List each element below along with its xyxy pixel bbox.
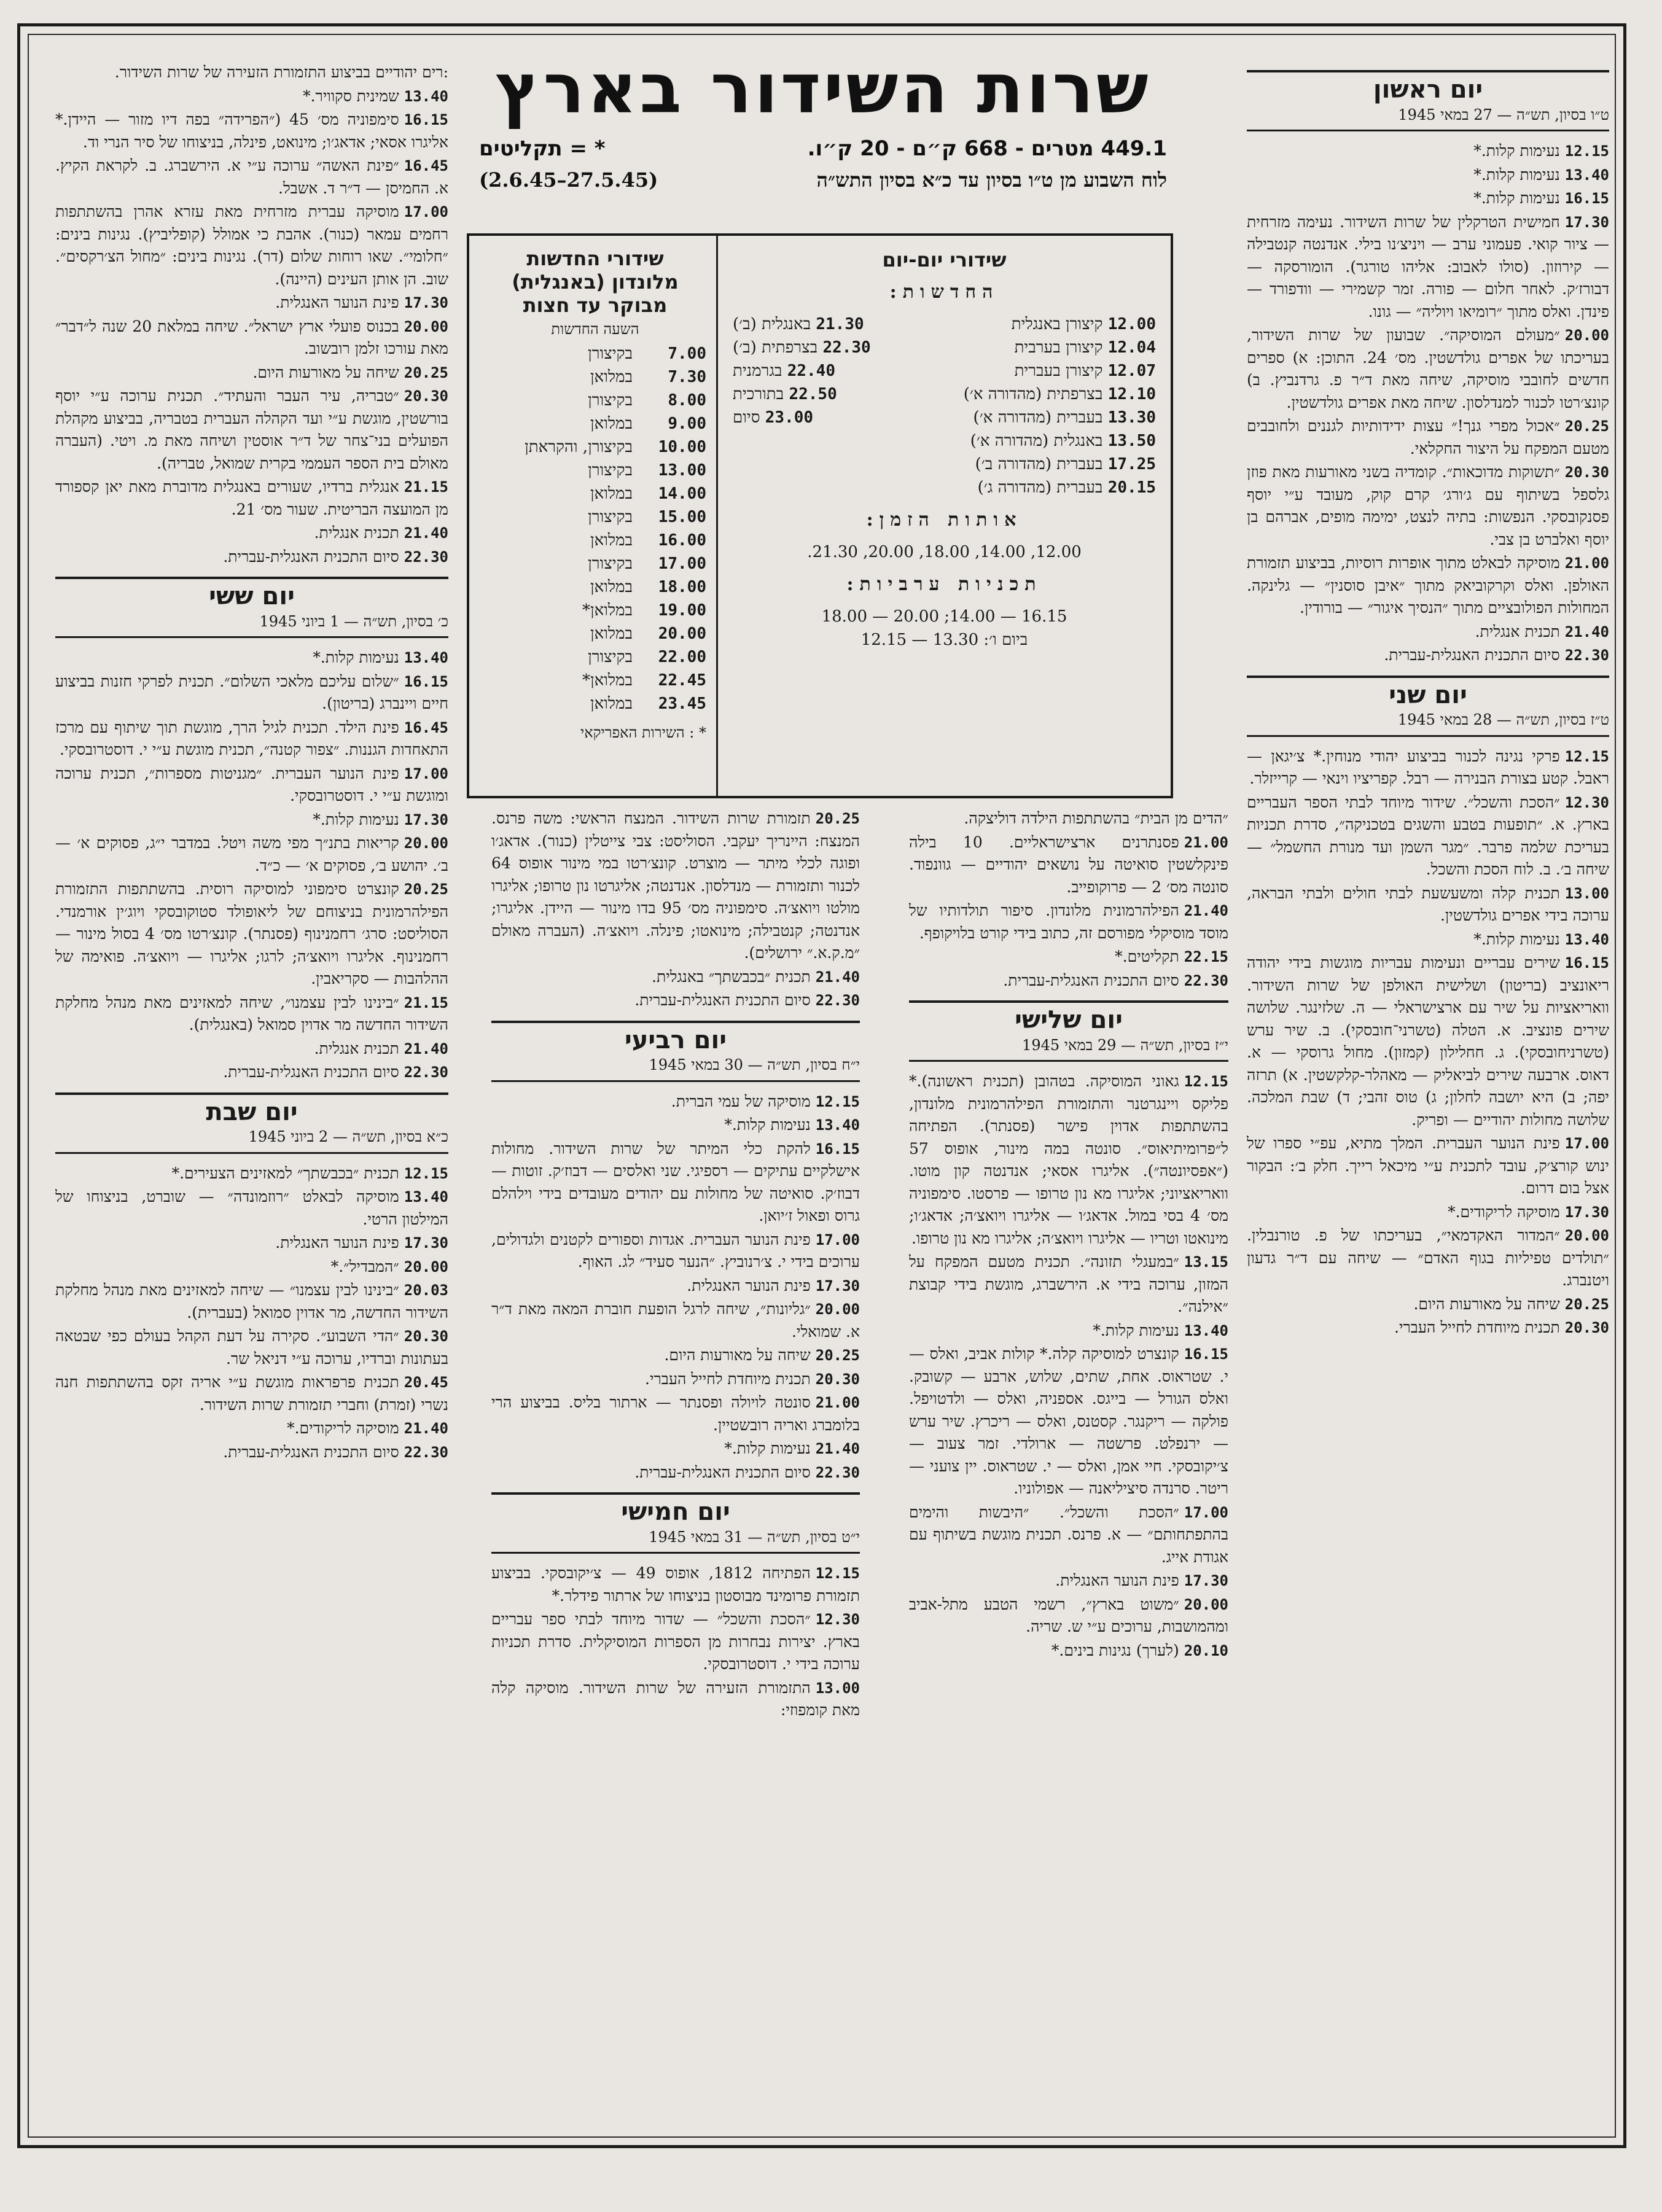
sunday-item: 21.00מוסיקה לבאלט מתוך אופרות רוסיות, בביצוע תזמורת האולפן. ואלס וקרקוביאק מתוך ״איבן סוסנין״ — גלינקה. המחולות הפולובציים מתוך ״הנסיך איגור״ — בורודין.	[1247, 554, 1609, 617]
sunday-header: יום ראשון ט״ו בסיון, תש״ה — 27 במאי 1945	[1247, 70, 1609, 131]
thursday-item: 13.40שמינית סקוויר.*	[303, 87, 448, 105]
wednesday-item: 20.30תכנית מיוחדת לחייל העברי.	[645, 1369, 860, 1388]
tuesday-item: 20.00״משוט בארץ״, רשמי הטבע מתל-אביב ומהמושבות, ערוכים ע״י ש. שריה.	[909, 1595, 1228, 1635]
wednesday-item: 21.00סונטה לויולה ופסנתר — ארתור בליס. בביצוע הרי בלומברג ואריה רובשטיין.	[491, 1393, 860, 1434]
wednesday-pre-item: 20.25תזמורת שרות השידור. המנצח הראשי: משה פרנס. המנצח: היינריך יעקבי. הסוליסט: צבי צייטלין (כנור). אדאג׳ו ופוגה לכלי מיתר — מוצרט. קונצ׳רטו במי מינור אופוס 64 לכנור ותזמורת — מנדלסון. אנדנטה; אליגרטו נון טרופו; אליגרו מולטו ויואצ׳ה. סימפוניה מס׳ 95 בדו מינור — היידן. אליגרו; אנדנטה; קנטבילה; מינואטו; פינלה. ויואצ׳ה. (העברה מאולם ״מ.ק.א.״ ירושלים).	[491, 809, 860, 962]
saturday-item: 13.40מוסיקה לבאלט ״רוזמונדה״ — שוברט, בניצוחו של המילטון הרטי.	[55, 1188, 448, 1228]
tuesday-item: 20.10(לערך) נגינות בינים.*	[1051, 1641, 1228, 1659]
friday-item: 16.45פינת הילד. תכנית לגיל הרך, מוגשת תוך שיתוף עם מרכז התאחדות הגננות. ״צפור קטנה״, תכנית מוגשת ע״י י. דוסטרובסקי.	[55, 718, 448, 758]
saturday-item: 20.03״בינינו לבין עצמנו״ — שיחה למאזינים מאת מנהל מחלקת השידור החדשה, מר אדוין סמואל (בעברית).	[55, 1281, 448, 1322]
thursday-item: 21.40תכנית אנגלית.	[314, 524, 448, 542]
monday-item: 20.30תכנית מיוחדת לחייל העברי.	[1394, 1318, 1609, 1336]
wednesday-item: 20.00״גליונות״, שיחה לרגל הופעת חוברת המאה מאת ד״ר א. שמואלי.	[491, 1300, 860, 1341]
sunday-item: 17.30חמישית הטרקלין של שרות השידור. נעימה מזרחית — ציור קואי. פעמוני ערב — ויניצ׳נו בילי. אנדנטה קנטבילה — קירוזון. (סולו לאבוב: אליהו טורגר). הומורסקה — דבורז׳ק. לאחר חלום — פורה. זמר קשמירי — וודפורד — פינדן. ואלס מתוך ״רומיאו ויוליה״ — גונו.	[1247, 212, 1609, 321]
monday-item: 13.40נעימות קלות.*	[1473, 930, 1609, 948]
wednesday-item: 21.40נעימות קלות.*	[724, 1439, 860, 1457]
column-sunday-monday	[1247, 61, 1609, 2137]
thursday-item: 20.30״טבריה, עיר העבר והעתיד״. תכנית ערוכה ע״י יוסף בורשטין, מוגשת ע״י ועד הקהלה העברית בטבריה, בביצוע מקהלת הפועלים בני־צחר של ד״ר אוסטין ושיחה מאת מ. ויטי. (העברה מאולם בית הספר העממי בקרית שמואל, טבריה).	[55, 387, 448, 472]
london-broadcasts: שידורי החדשות מלונדון (באנגלית) מבוקר עד חצות השעה החדשות 7.00בקיצורן 7.30במלואן 8.00בקיצורן 9.00במלואן 10.00בקיצורן, והקראתן 13.00בקיצורן 14.00במלואן 15.00בקיצורן 16.00במלואן 17.00בקיצורן 18.00במלואן 19.00במלואן* 20.00במלואן 22.00בקיצורן 22.45במלואן* 23.45במלואן * : השירות האפריקאי	[469, 236, 721, 796]
friday-item: 13.40נעימות קלות.*	[313, 648, 448, 666]
wednesday-item: 16.15להקת כלי המיתר של שרות השידור. מחולות אישלקיים עתיקים — רספיגי. שני ואלסים — דבוז׳ק. זוטות — דבוז׳ק. סואיטה של מחולות עם יהודים מעובדים בידי וילהלם גרוס ופאול ז׳יואן.	[491, 1139, 860, 1225]
friday-item: 21.15״בינינו לבין עצמנו״, שיחה למאזינים מאת מנהל מחלקת השידור החדשה מר אדוין סמואל (באנגלית).	[55, 993, 448, 1034]
thursday-continued: :רים יהודיים בביצוע התזמורת הזעירה של שרות השידור.	[114, 63, 448, 81]
sunday-item: 20.00״מעולם המוסיקה״. שבועון של שרות השידור, בעריכתו של אפרים גולדשטין. מס׳ 24. התוכן: א) ספרים חדשים לחובבי מוסיקה, שיחה מאת ד״ר פ. גרדנביץ. ב) קונצ׳רטו לכנור למנדלסון. שיחה מאת אפרים גולדשטין.	[1247, 326, 1609, 411]
column-tuesday	[909, 808, 1228, 2128]
tuesday-item: 13.40נעימות קלות.*	[1093, 1321, 1228, 1339]
friday-item: 17.30נעימות קלות.*	[313, 810, 448, 828]
news-subtitle: החדשות:	[889, 281, 999, 303]
sunday-item: 16.15נעימות קלות.*	[1473, 189, 1609, 207]
thursday-header: יום חמישי י״ט בסיון, תש״ה — 31 במאי 1945	[491, 1492, 860, 1554]
friday-item: 22.30סיום התכנית האנגלית-עברית.	[223, 1063, 448, 1081]
thursday-item: 22.30סיום התכנית האנגלית-עברית.	[223, 547, 448, 566]
wednesday-header: יום רביעי י״ח בסיון, תש״ה — 30 במאי 1945	[491, 1021, 860, 1082]
friday-header: יום ששי כ׳ בסיון, תש״ה — 1 ביוני 1945	[55, 577, 448, 638]
friday-item: 16.15״שלום עליכם מלאכי השלום״. תכנית לפרקי חזנות בביצוע חיים ויינברג (בריטון).	[55, 672, 448, 712]
saturday-item: 20.00״המבדיל״.*	[330, 1257, 448, 1275]
friday-item: 20.25קונצרט סימפוני למוסיקה רוסית. בהשתתפות התזמורת הפילהרמונית בניצוחם של ליאופולד סטוקובסקי ויוג׳ין אורמנדי. הסוליסט: סרג׳ רחמנינוף (פסנתר). קונצ׳רטו מס׳ 4 בסול מינור — רחמנינוף. אליגרו ויואצ׳ה; לרגו; אליגרו — ויואצ׳ה. פואימה של ההלהבות — סקריאבין.	[55, 880, 448, 987]
sunday-item: 21.40הפילהרמונית מלונדון. סיפור תולדותיו של מוסד מוסיקלי מפורסם זה, כתוב בידי קורט בלויקופף.	[909, 902, 1228, 942]
monday-item: 16.15שירים עבריים ונעימות עבריות מוגשות בידי יהודה ריאונציב (בריטון) ושלישית האולפן של שרות השידור. וואריאציות על שיר עם ארצישראלי — ה. שלזינגר. שלושה שירים פונציב. א. הטלה (טשרני־חובסקי). ב. שיר ערש (טשרניחובסקי). ג. חחלילון (קמזון). מחול גרוסקי — א. דאוס. ארבעה שירים לביאליק — מאהלר-קלקשטין. א) תרזה יפה; ב) היא יושבה לחלון; ג) טוס זהבי; ד) שבת המלכה. שלושה מחולות יהודיים — ופריק.	[1247, 954, 1609, 1129]
saturday-item: 12.15תכנית ״בכבשתך״ למאזינים הצעירים.*	[171, 1164, 448, 1182]
thursday-item: 13.00התזמורת הזעירה של שרות השידור. מוסיקה קלה מאת קומפוזי:	[491, 1678, 860, 1719]
sunday-item: 21.40תכנית אנגלית.	[1475, 622, 1609, 641]
wednesday-pre-item: 21.40תכנית ״בכבשתך״ באנגלית.	[652, 967, 860, 986]
wednesday-item: 22.30סיום התכנית האנגלית-עברית.	[634, 1463, 860, 1481]
saturday-item: 21.40מוסיקה לריקודים.*	[287, 1419, 448, 1437]
thursday-item: 17.00מוסיקה עברית מזרחית מאת עזרא אהרן בהשתתפות רחמים עמאר (כנור). אהבת כי אמולל (קופליביץ). נגינות בינים: ״חלומי״. שאו רוחות שלום (דר). נגינות בינים: ״מחול הצ׳רקסים״. שוב. הן אותן העינים (היינה).	[55, 203, 448, 288]
monday-item: 17.30מוסיקה לריקודים.*	[1448, 1202, 1609, 1221]
wednesday-item: 12.15מוסיקה של עמי הברית.	[671, 1092, 860, 1110]
arabic-subtitle: תכניות ערביות:	[846, 574, 1042, 595]
tuesday-item: 13.15״במעגלי תזונה״. תכנית מטעם המפקח על המזון, ערוכה בידי א. הירשברג, מוגשת בידי קבוצת ״אילנה״.	[909, 1253, 1228, 1315]
london-subtitle: מלונדון (באנגלית)	[512, 270, 679, 294]
wednesday-item: 17.30פינת הנוער האנגלית.	[687, 1276, 860, 1295]
monday-item: 12.30״הסכת והשכל״. שידור מיוחד לבתי הספר העבריים בארץ. א. ״תופעות בטבע והשגים בטכניקה״, סדרת תכניות בעריכת שלמה פרבר. ״מגר השמן ועד מנורת החשמל״ — שיחה ב׳. ב. לוח הסכת והשכל.	[1247, 793, 1609, 878]
thursday-item: 21.15אנגלית ברדיו, שעורים באנגלית מדוברת מאת יאן קספורד מן המועצה הבריטית. שעור מס׳ 21.	[55, 478, 448, 518]
tuesday-item: 12.15גאוני המוסיקה. בטהובן (תכנית ראשונה).* פליקס ויינגרטנר והתזמורת הפילהרמונית מלונדון, בהשתתפות אדוין פישר (פסנתר). הפתיחה ל״פרומיתיאוס״. סונטה במה מינור, אופוס 57 (״אפסיונטה״). אליגרו אסאי; אנדנטה קון מוטו. וואריאציוני; אליגרו מא נון טרופו — פרסטו. סימפוניה מס׳ 4 בסי במול. אדאג׳ו — אליגרו ויואצ׳ה; אדאג׳ו; מינואטו וטריו — אליגרו ויואצ׳ה; אליגרו מא נון טרופו.	[909, 1072, 1228, 1247]
monday-header: יום שני ט״ז בסיון, תש״ה — 28 במאי 1945	[1247, 676, 1609, 737]
saturday-header: יום שבת כ״א בסיון, תש״ה — 2 ביוני 1945	[55, 1092, 448, 1154]
thursday-item: 20.25שיחה על מאורעות היום.	[252, 363, 448, 381]
week-dates: (27.5.45–2.6.45)	[479, 168, 658, 192]
monday-item: 13.00תכנית קלה ומשעשעת לבתי חולים ולבתי הבראה, ערוכה בידי אפרים גולדשטין.	[1247, 884, 1609, 924]
friday-item: 17.00פינת הנוער העברית. ״מגניטות מספרות״, תכנית ערוכה ומוגשת ע״י י. דוסטרובסקי.	[55, 764, 448, 804]
monday-item: 20.25שיחה על מאורעות היום.	[1413, 1295, 1609, 1313]
london-range: מבוקר עד חצות	[523, 294, 668, 317]
thursday-item: 12.30״הסכת והשכל״ — שדור מיוחד לבתי ספר עבריים בארץ. יצירות נבחרות מן הספרות המוסיקלית. סדרת תכניות ערוכה בידי י. דוסטרובסקי.	[491, 1610, 860, 1673]
saturday-item: 20.45תכנית פרפראות מוגשת ע״י אריה זקס בהשתתפות חנה נשרי (זמרת) וחברי תזמורת שרות השידור.	[55, 1373, 448, 1414]
saturday-item: 20.30״הדי השבוע״. סקירה על דעת הקהל בעולם כפי שבטאה בעתונות וברדיו, ערוכה ע״י דניאל שר.	[55, 1327, 448, 1368]
monday-item: 17.00פינת הנוער העברית. המלך מתיא, עפ״י ספרו של ינוש קורצ׳ק, עובד לתכנית ע״י מיכאל רייך. חלק ב׳: הבקור אצל בום דרום.	[1247, 1134, 1609, 1197]
tuesday-item: 16.15קונצרט למוסיקה קלה.* קולות אביב, ואלס — י. שטראוס. אחת, שתים, שלוש, ארבע — קשובק. ואלס הגורל — בייגס. אספניה, ואלס — ולדטויפל. פולקה — ריקנגר. קסטנס, ואלס — ריכרץ. שיר ערש — ירנפלט. פרשטה — ארולדי. זמר צעוב — צ׳יקובסקי. חיי אמן, ואלס — י. שטראוס. יין צועני — ריטר. סרנדה סיציליאנה — אפולוניו.	[909, 1345, 1228, 1497]
tuesday-header: יום שלישי י״ז בסיון, תש״ה — 29 במאי 1945	[909, 1000, 1228, 1062]
tuesday-item: 17.00״הסכת והשכל״. ״היבשות והימים בהתפתחותם״ — א. פרנס. תכנית מוגשת בשיתוף עם אגודת אייג.	[909, 1503, 1228, 1566]
daily-broadcasts: שידורי יום-יום החדשות: 12.00 קיצורן באנגלית 21.30 באנגלית (ב׳) 12.04 קיצורן בערבית 22.30 בצרפתית (ב׳) 12.07 קיצורן בעברית 22.40 בגרמנית 12.10 בצרפתית (מהדורה א׳) 22.50 בתורכית 13.30 בעברית (מהדורה א׳) 23.00 סיום 13.50 באנגלית (מהדורה א׳) 17.25 בעברית (מהדורה ב׳) 20.15 בעברית (מהדורה ג׳) אותות הזמן: 12.00, 14.00, 18.00, 20.00, 21.30. תכניות ערביות: 16.15 — 14.00; 20.00 — 18.00 ביום ו׳: 13.30 — 12.15	[716, 236, 1171, 796]
records-note: * = תקליטים	[479, 136, 606, 161]
tuesday-item: 17.30פינת הנוער האנגלית.	[1055, 1571, 1228, 1589]
sunday-item: 22.15תקליטים.*	[1115, 948, 1228, 965]
sunday-item: 21.00פסנתרנים ארצישראליים. 10 בילה פינקלשטין סואיטה על נושאים יהודיים — גוונפוד. סונטה מס׳ 2 — פרוקופייב.	[909, 833, 1228, 896]
sunday-item: 13.40נעימות קלות.*	[1473, 165, 1609, 184]
monday-continued: ״הדים מן הבית״ בהשתתפות הילדה דוליצקה.	[964, 809, 1228, 827]
monday-item: 20.00״המדור האקדמאי״, בעריכתו של פ. טורנבלין. ״תולדים טפיליות בגוף האדם״ — שיחה עם ד״ר גדעון ויטנברג.	[1247, 1226, 1609, 1289]
sunday-item: 22.30סיום התכנית האנגלית-עברית.	[1003, 971, 1228, 989]
week-schedule: לוח השבוע מן ט״ו בסיון עד כ״א בסיון התש״ה	[816, 168, 1167, 192]
frequency-info: 449.1 מטרים - 668 ק״ם - 20 ק״ו.	[807, 136, 1167, 161]
thursday-item: 20.00בכנוס פועלי ארץ ישראל״. שיחה במלאת 20 שנה ל״דבר״ מאת עורכו זלמן רובשוב.	[55, 317, 448, 357]
saturday-item: 17.30פינת הנוער האנגלית.	[275, 1234, 448, 1252]
sunday-item: 22.30סיום התכנית האנגלית-עברית.	[1384, 646, 1609, 664]
wednesday-item: 13.40נעימות קלות.*	[724, 1116, 860, 1134]
thursday-item: 17.30פינת הנוער האנגלית.	[275, 294, 448, 311]
column-friday-saturday	[55, 61, 448, 2137]
time-signals-subtitle: אותות הזמן:	[866, 509, 1023, 531]
frequency-line	[455, 136, 1192, 161]
wednesday-item: 17.00פינת הנוער העברית. אגדות וספורים לקטנים ולגדולים, ערוכים בידי י. צ׳רנוביץ. ״הנער סעיד״ לג. האוף.	[491, 1230, 860, 1271]
wednesday-pre-item: 22.30סיום התכנית האנגלית-עברית.	[634, 991, 860, 1009]
page-title: שרות השידור בארץ	[495, 49, 1151, 129]
news-box	[467, 233, 1173, 798]
london-title: שידורי החדשות	[526, 247, 664, 270]
friday-item: 21.40תכנית אנגלית.	[314, 1039, 448, 1057]
daily-title: שידורי יום-יום	[882, 248, 1007, 271]
saturday-item: 22.30סיום התכנית האנגלית-עברית.	[223, 1443, 448, 1461]
thursday-item: 12.15הפתיחה 1812, אופוס 49 — צ׳יקובסקי. בביצוע תזמורת פרומינד מבוסטון בניצוחו של ארתור פידלר.*	[491, 1564, 860, 1605]
thursday-item: 16.15סימפוניה מס׳ 45 (״הפרידה״ בפה דיו מזור — היידן.* אליגרו אסאי; אדאג׳ו; מינואט, פינלה, בניצוחו של סיר הנרי וד.	[55, 111, 448, 151]
week-line	[455, 168, 1192, 192]
wednesday-item: 20.25שיחה על מאורעות היום.	[664, 1346, 860, 1364]
monday-item: 12.15פרקי נגינה לכנור בביצוע יהודי מנוחין.* צ׳יגאן — ראבל. קטע בצורת הבנירה — רבל. קפריציו וינאי — קרייזלר.	[1247, 747, 1609, 787]
friday-item: 20.00קריאות בתנ״ך מפי משה ויטל. במדבר י״ג, פסוקים א׳ — ב׳. יהושע ב׳, פסוקים א׳ — כ״ד.	[55, 834, 448, 874]
sunday-item: 20.25״אכול מפרי גנך!״ עצות ידידותיות לגננים ולחובבים מטעם המפקח על היצור החקלאי.	[1247, 417, 1609, 458]
thursday-item: 16.45״פינת האשה״ ערוכה ע״י א. הירשברג. ב. לקראת הקיץ. א. החמיסן — ד״ר ד. אשבל.	[55, 157, 448, 197]
sunday-item: 20.30״תשוקות מדוכאות״. קומדיה בשני מאורעות מאת פוזן גלספל בשיתוף עם ג׳ורג׳ קרם קוק, מעובד ע״י יוסף פסנקובסקי. הנפשות: בתיה לנצט, ימימה מופים, אברהם בן יוסף ואלברט בן צבי.	[1247, 463, 1609, 548]
column-wednesday-thursday	[491, 808, 860, 2128]
masthead	[455, 49, 1192, 233]
sunday-item: 12.15נעימות קלות.*	[1473, 142, 1609, 160]
